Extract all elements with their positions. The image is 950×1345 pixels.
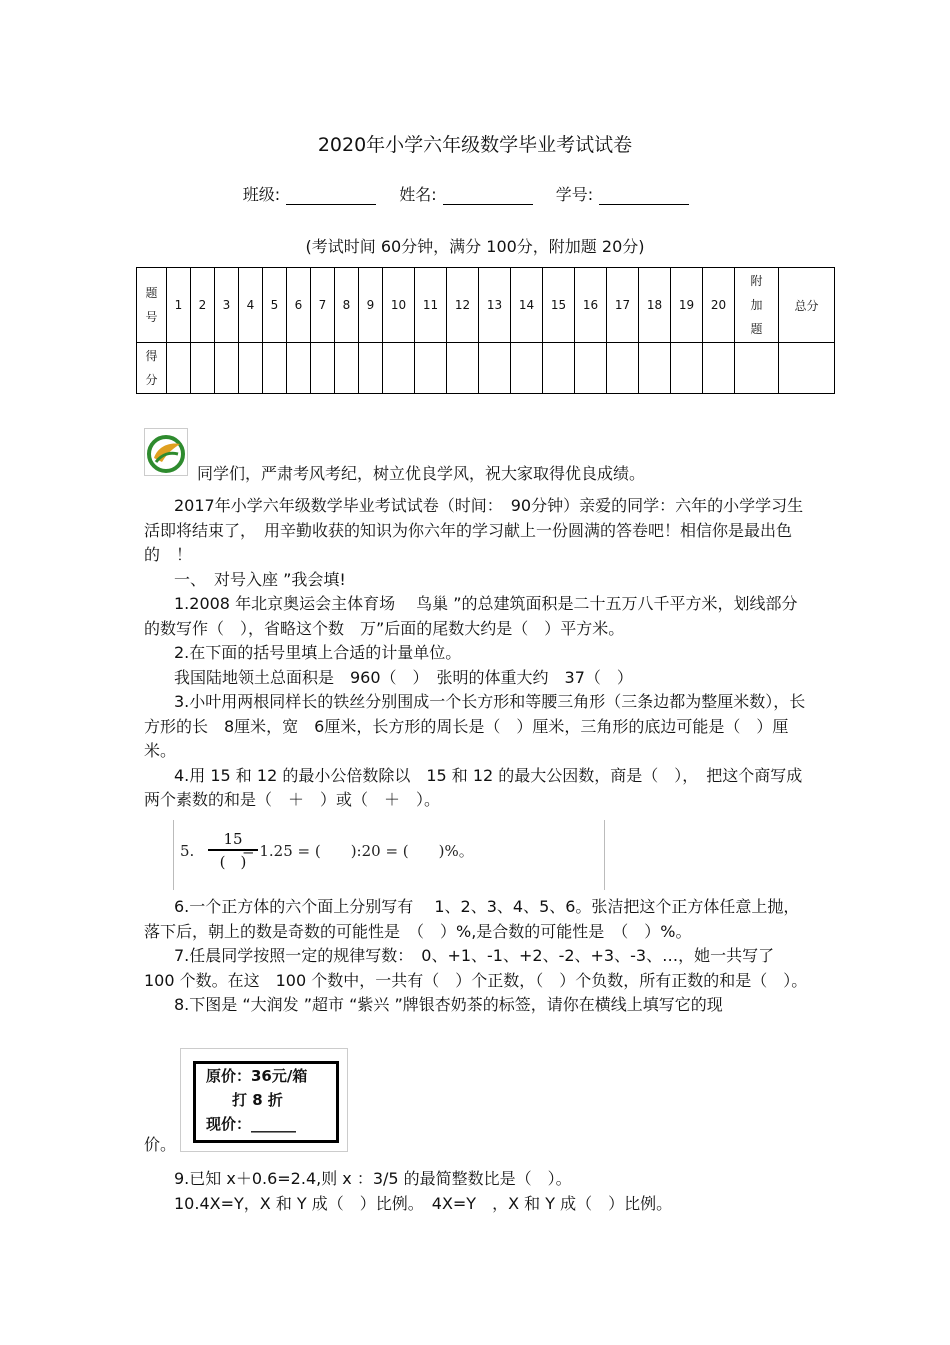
q-number-cell: 1 [167, 268, 191, 343]
score-cell[interactable] [287, 343, 311, 394]
question-3: 3.小叶用两根同样长的铁丝分别围成一个长方形和等腰三角形（三条边都为整厘米数），长方形的长 8厘米，宽 6厘米，长方形的周长是（ ）厘米，三角形的底边可能是（ ）厘米。 [144, 692, 806, 760]
score-cell[interactable] [263, 343, 287, 394]
q5-prefix: 5. [180, 842, 195, 860]
score-cell[interactable] [671, 343, 703, 394]
q-number-cell: 13 [479, 268, 511, 343]
score-cell[interactable] [575, 343, 607, 394]
leaf-logo-icon [144, 428, 188, 476]
extra-label-cell [735, 268, 779, 343]
score-cell[interactable] [479, 343, 511, 394]
question-4: 4.用 15 和 12 的最小公倍数除以 15 和 12 的最大公因数，商是（ ）， 把这个商写成两个素数的和是（ ＋ ）或（ ＋ ）。 [144, 765, 803, 809]
table-row-header [137, 268, 835, 343]
class-label: 班级: [242, 185, 281, 204]
table-row-score [137, 343, 835, 394]
label-char: 题 [145, 286, 158, 300]
header-label-cell [137, 268, 167, 343]
label-char: 附 [750, 274, 763, 288]
questions-part1 [144, 494, 809, 813]
question-1: 1.2008 年北京奥运会主体育场 鸟巢 ”的总建筑面积是二十五万八千平方米，划线部分的数写作（ ），省略这个数 万”后面的尾数大约是（ ）平方米。 [144, 594, 798, 638]
q-number-cell: 15 [543, 268, 575, 343]
price-tag [193, 1061, 339, 1143]
score-cell[interactable] [383, 343, 415, 394]
intro-paragraph: 2017年小学六年级数学毕业考试试卷（时间： 90分钟）亲爱的同学：六年的小学学习生活即将结束了， 用辛勤收获的知识为你六年的学习献上一份圆满的答卷吧！相信你是最出色的 ！ [144, 496, 804, 564]
student-info-line [0, 182, 950, 205]
score-cell[interactable] [191, 343, 215, 394]
score-cell[interactable] [779, 343, 835, 394]
label-char: 得 [145, 349, 158, 363]
score-cell[interactable] [335, 343, 359, 394]
q-number-cell: 5 [263, 268, 287, 343]
question-6: 6.一个正方体的六个面上分别写有 1、2、3、4、5、6。张洁把这个正方体任意上抛，落下后，朝上的数是奇数的可能性是 （ ）%,是合数的可能性是 （ ）%。 [144, 897, 800, 941]
question-9: 9.已知 x＋0.6=2.4,则 x ：3/5 的最简整数比是（ ）。 [174, 1169, 572, 1188]
q-number-cell: 8 [335, 268, 359, 343]
page-title: 2020年小学六年级数学毕业考试试卷 [317, 134, 633, 156]
q5-denominator[interactable]: ( ) [219, 853, 247, 871]
q-number-cell: 19 [671, 268, 703, 343]
score-cell[interactable] [239, 343, 263, 394]
question-7: 7.任晨同学按照一定的规律写数： 0、+1、-1、+2、-2、+3、-3、…，她一共写了 100 个数。在这 100 个数中，一共有（ ）个正数，（ ）个负数，所有正数的和是（ ）。 [144, 946, 808, 990]
score-cell[interactable] [735, 343, 779, 394]
name-blank[interactable] [443, 186, 533, 205]
questions-part3 [144, 1167, 809, 1216]
q-number-cell: 16 [575, 268, 607, 343]
q5-numerator: 15 [208, 830, 258, 851]
q-number-cell: 12 [447, 268, 479, 343]
q-number-cell: 7 [311, 268, 335, 343]
q-number-cell: 4 [239, 268, 263, 343]
score-cell[interactable] [311, 343, 335, 394]
question-8: 8.下图是 “大润发 ”超市 “紫兴 ”牌银杏奶茶的标签，请你在横线上填写它的现 [174, 995, 723, 1014]
score-cell[interactable] [167, 343, 191, 394]
score-cell[interactable] [607, 343, 639, 394]
original-price: 原价：36元/箱 [206, 1067, 308, 1085]
q5-equation: = 1.25 = ( ):20 = ( )%。 [242, 842, 474, 860]
questions-part2 [144, 895, 809, 1018]
id-blank[interactable] [599, 186, 689, 205]
question-10: 10.4X=Y，X 和 Y 成（ ）比例。 4X=Y ，X 和 Y 成（ ）比例。 [174, 1193, 673, 1213]
name-label: 姓名: [399, 185, 437, 204]
q-number-cell: 14 [511, 268, 543, 343]
q-number-cell: 17 [607, 268, 639, 343]
score-label-cell [137, 343, 167, 394]
discount: 打 8 折 [232, 1091, 283, 1109]
question-2: 2.在下面的括号里填上合适的计量单位。 [174, 643, 462, 662]
score-cell[interactable] [415, 343, 447, 394]
exam-subtitle: (考试时间 60分钟，满分 100分，附加题 20分) [305, 237, 645, 256]
score-cell[interactable] [215, 343, 239, 394]
label-char: 号 [145, 310, 158, 324]
q5-fraction [208, 830, 258, 872]
class-blank[interactable] [286, 186, 376, 205]
q-number-cell: 3 [215, 268, 239, 343]
score-table [136, 267, 835, 394]
score-cell[interactable] [511, 343, 543, 394]
question-2-line: 我国陆地领土总面积是 960（ ） 张明的体重大约 37（ ） [174, 667, 633, 687]
section-heading: 一、 对号入座 ”我会填! [174, 569, 346, 589]
greeting-text: 同学们，严肃考风考纪，树立优良学风，祝大家取得优良成绩。 [197, 464, 646, 483]
label-char: 题 [750, 322, 763, 336]
q-number-cell: 18 [639, 268, 671, 343]
score-cell[interactable] [543, 343, 575, 394]
score-cell[interactable] [639, 343, 671, 394]
q-number-cell: 9 [359, 268, 383, 343]
score-cell[interactable] [447, 343, 479, 394]
question-8-tail: 价。 [144, 1135, 177, 1154]
q-number-cell: 11 [415, 268, 447, 343]
total-label-cell: 总分 [779, 268, 835, 343]
label-char: 分 [145, 373, 158, 387]
score-cell[interactable] [359, 343, 383, 394]
id-label: 学号: [555, 185, 594, 204]
q-number-cell: 20 [703, 268, 735, 343]
label-char: 加 [750, 298, 763, 312]
current-price[interactable]: 现价：______ [206, 1115, 297, 1133]
score-cell[interactable] [703, 343, 735, 394]
q-number-cell: 10 [383, 268, 415, 343]
q-number-cell: 6 [287, 268, 311, 343]
q-number-cell: 2 [191, 268, 215, 343]
price-tag-image [180, 1048, 348, 1152]
